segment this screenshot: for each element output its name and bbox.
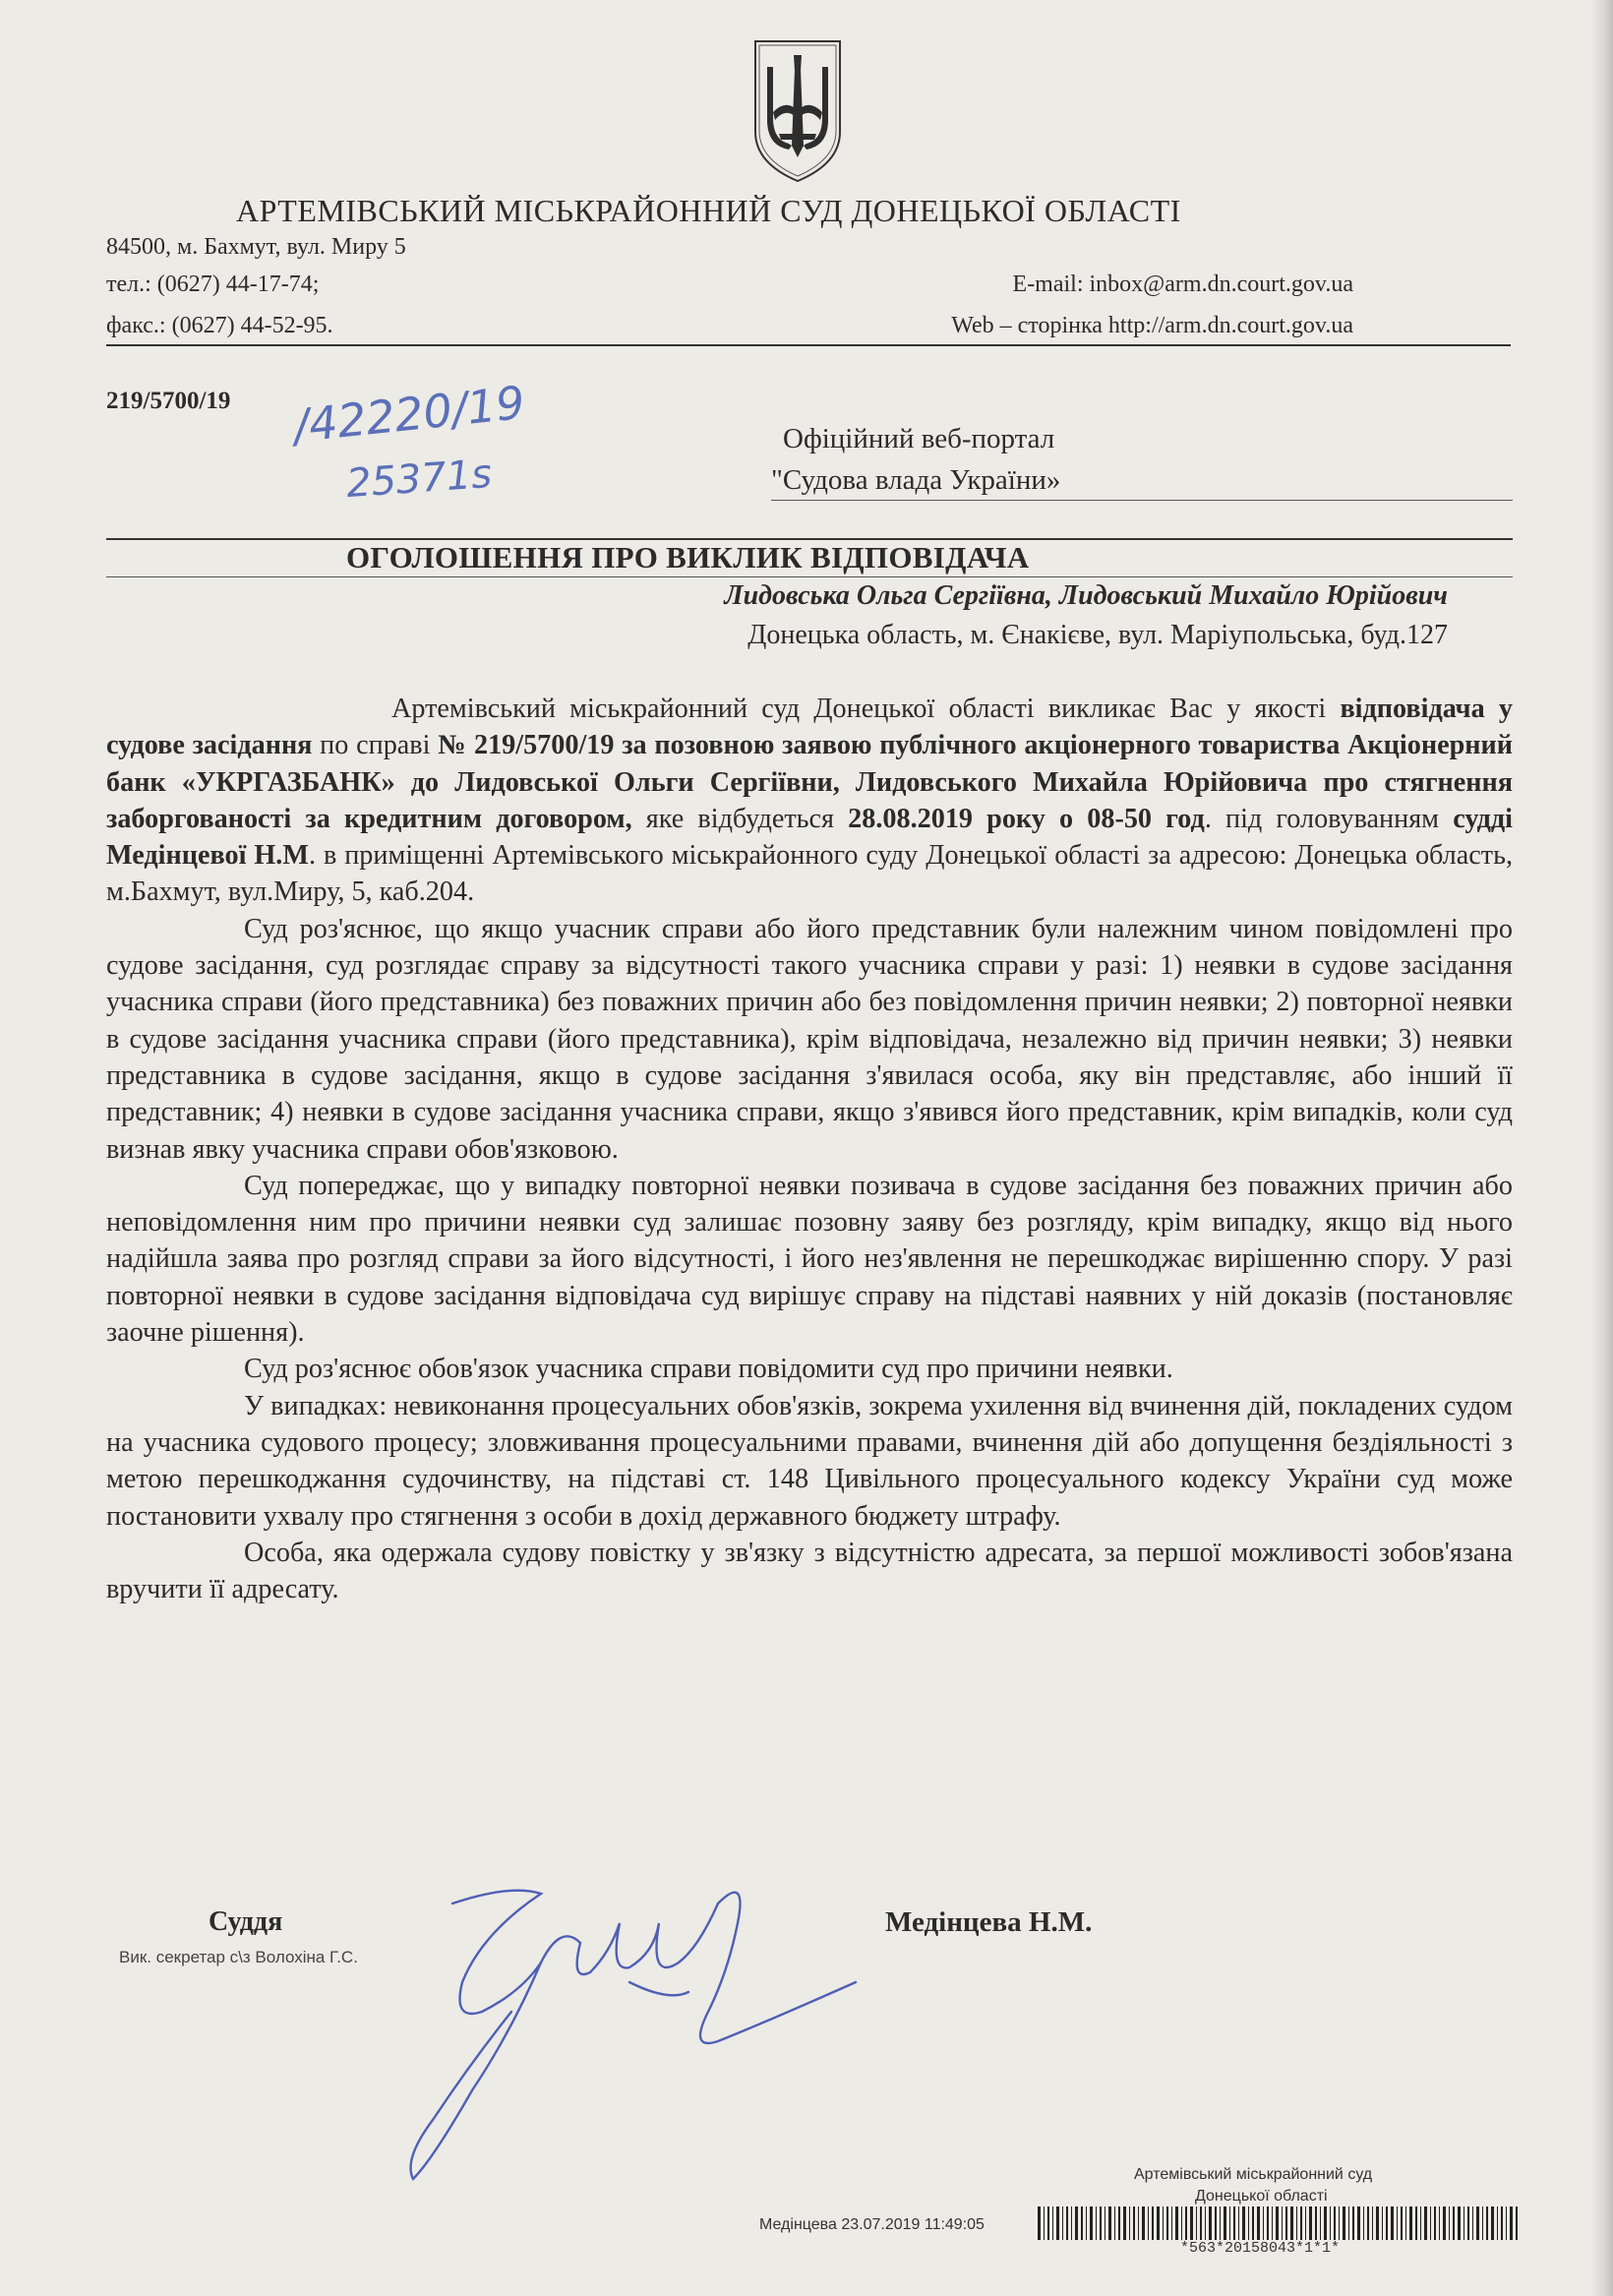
hearing-datetime: 28.08.2019 року о 08-50 год	[848, 803, 1205, 834]
court-address: 84500, м. Бахмут, вул. Миру 5	[106, 234, 406, 260]
trident-emblem-icon	[749, 37, 846, 185]
court-website: Web – сторінка http://arm.dn.court.gov.ua	[951, 313, 1353, 338]
paragraph-notify-duty: Суд роз'яснює обов'язок учасника справи повідомити суд про причини неявки.	[244, 1354, 1173, 1385]
barcode-number: *563*20158043*1*1*	[1180, 2240, 1341, 2257]
defendant-names: Лидовська Ольга Сергіївна, Лидовський Михайло Юрійович	[724, 580, 1448, 611]
paragraph-delivery: Особа, яка одержала судову повістку у зв'язку з відсутністю адресата, за першої можливості зобов'язана вручити її адресату.	[106, 1537, 1513, 1605]
paragraph-summons	[106, 691, 1513, 911]
summons-text: Артемівський міськрайонний суд Донецької області викликає Вас у якості	[391, 694, 1341, 724]
hearing-location: . в приміщенні Артемівського міськрайонного суду Донецької області за адресою: Донецька область, м.Бахмут, вул.Миру, 5, каб.204.	[106, 840, 1513, 908]
paragraph-penalties: У випадках: невиконання процесуальних обов'язків, зокрема ухилення від вчинення дій, покладених судом на учасника судового процесу; зловживання процесуальними правами, вчинення дій або допущення бездіяльності з метою перешкоджання судочинству, на підставі ст. 148 Цивільного процесуального кодексу України суд може постановити ухвалу про стягнення з особи в дохід державного бюджету штрафу.	[106, 1390, 1513, 1532]
stamp-court-line-2: Донецької області	[1195, 2188, 1328, 2205]
handwritten-reg-number: /42220/19	[290, 375, 528, 453]
announcement-title: ОГОЛОШЕННЯ ПРО ВИКЛИК ВІДПОВІДАЧА	[346, 540, 1030, 574]
handwritten-incoming-number: 25371s	[344, 451, 494, 508]
paragraph-warning: Суд попереджає, що у випадку повторної неявки позивача в судове засідання без поважних причин або неповідомлення ним про причини неявки суд залишає позовну заяву без розгляду, крім випадку, якщо від нього надійшла заява про розгляд справи за його відсутності, і його нез'явлення не перешкоджає вирішенню спору. У разі повторної неявки в судове засідання відповідача суд вирішує справу на підставі наявних у ній доказів (постановляє заочне рішення).	[106, 1170, 1513, 1349]
title-rule-bottom	[106, 576, 1513, 577]
scan-edge-shadow	[1591, 0, 1613, 2296]
judge-name: Медінцева Н.М.	[885, 1906, 1093, 1938]
presiding-judge: судді Медінцевої Н.М	[106, 803, 1513, 872]
court-phone: тел.: (0627) 44-17-74;	[106, 272, 320, 297]
summons-body	[106, 691, 1513, 1607]
judge-label: Суддя	[209, 1906, 283, 1937]
recipient-line-1: Офіційний веб-портал	[783, 423, 1055, 454]
court-email: E-mail: inbox@arm.dn.court.gov.ua	[1012, 272, 1353, 297]
stamp-court-line-1: Артемівський міськрайонний суд	[1134, 2166, 1373, 2183]
case-number: 219/5700/19	[106, 388, 231, 414]
judge-signature	[393, 1864, 866, 2189]
stamp-signed-by: Медінцева 23.07.2019 11:49:05	[759, 2216, 985, 2233]
barcode-graphic	[1038, 2206, 1520, 2240]
summons-text: по справі	[312, 730, 439, 761]
secretary-note: Вик. секретар с\з Волохіна Г.С.	[119, 1948, 358, 1966]
recipient-underline	[771, 500, 1513, 501]
court-title: АРТЕМІВСЬКИЙ МІСЬКРАЙОННИЙ СУД ДОНЕЦЬКОЇ ОБЛАСТІ	[236, 193, 1181, 228]
recipient-line-2: "Судова влада України»	[771, 464, 1061, 496]
defendant-address: Донецька область, м. Єнакієве, вул. Маріупольська, буд.127	[747, 620, 1448, 650]
summons-text: яке відбудеться	[631, 803, 849, 834]
summons-case-description: № 219/5700/19 за позовною заявою публічного акціонерного товариства Акціонерний банк «УКРГАЗБАНК» до Лидовської Ольги Сергіївни, Лидовського Михайла Юрійовича про стягнення заборгованості за кредитним договором,	[106, 730, 1513, 834]
summons-role: відповідача у судове засідання	[106, 694, 1513, 761]
court-fax: факс.: (0627) 44-52-95.	[106, 313, 333, 338]
summons-text: . під головуванням	[1204, 803, 1454, 834]
header-divider	[106, 344, 1511, 346]
paragraph-absence-rules: Суд роз'яснює, що якщо учасник справи або його представник були належним чином повідомлені про судове засідання, суд розглядає справу за відсутності такого учасника справи у разі: 1) неявки в судове засідання учасника справи (його представника) без поважних причин або без повідомлення причин неявки; 2) повторної неявки в судове засідання учасника справи (його представника), крім відповідача, незалежно від причин неявки; 3) неявки представника в судове засідання, якщо в судове засідання з'явилася особа, яку він представляє, або інший її представник; 4) неявки в судове засідання учасника справи, якщо з'явився його представник, крім випадків, коли суд визнав явку учасника справи обов'язковою.	[106, 913, 1513, 1165]
